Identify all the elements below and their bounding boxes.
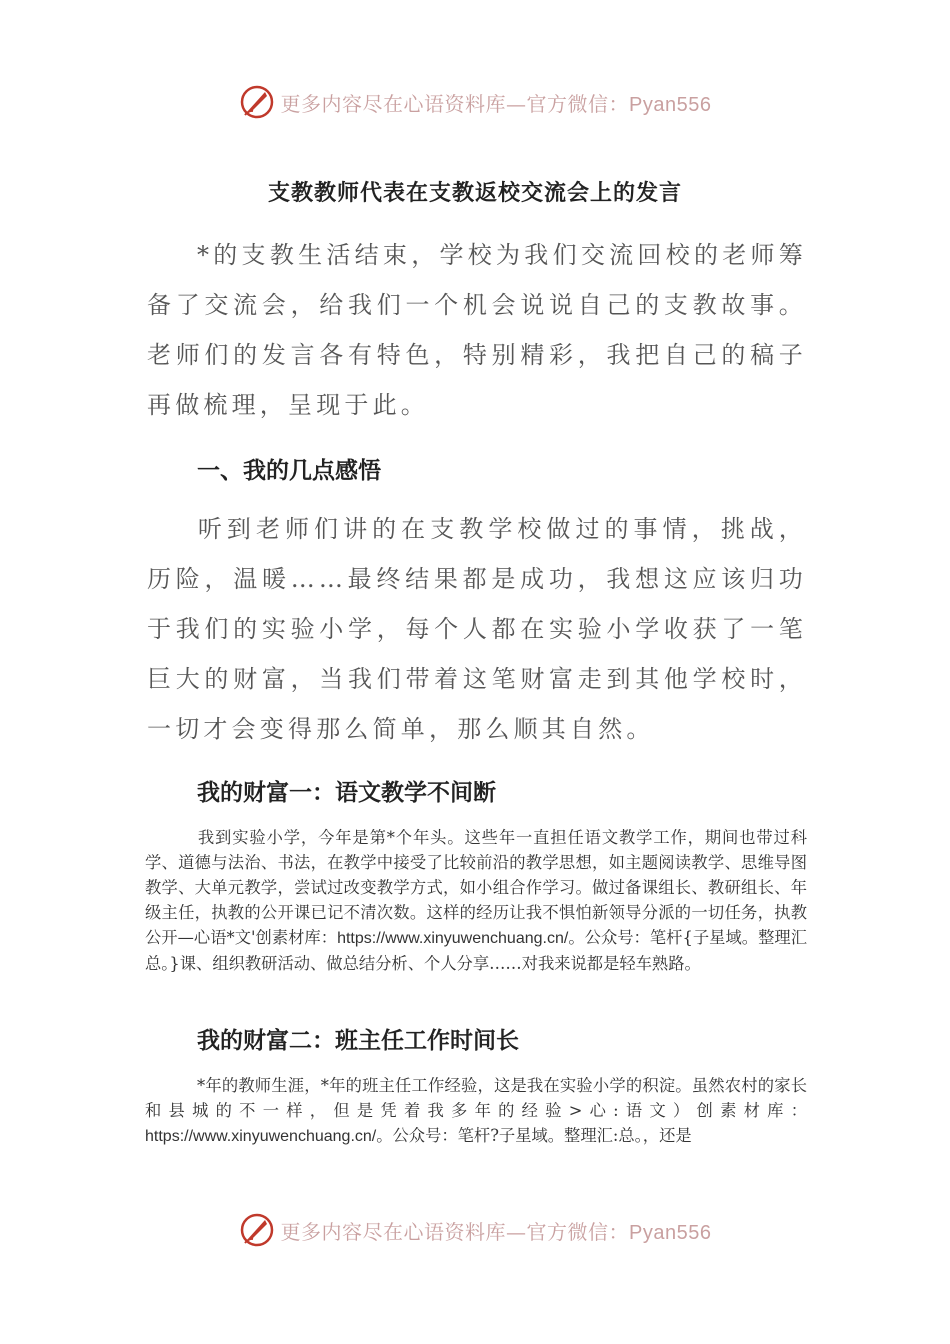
banner-text: 更多内容尽在心语资料库—官方微信：Pyan556 xyxy=(280,1219,712,1244)
source-link: https://www.xinyuwenchuang.cn/ xyxy=(337,930,569,947)
page-title: 支教教师代表在支教返校交流会上的发言 xyxy=(267,180,682,206)
quill-logo-icon xyxy=(239,84,275,120)
quill-logo-icon xyxy=(239,1212,275,1248)
footer-banner xyxy=(0,1210,950,1250)
wealth-2-heading: 我的财富二：班主任工作时间长 xyxy=(197,1027,519,1054)
wealth-1-heading: 我的财富一：语文教学不间断 xyxy=(197,779,496,806)
banner-text: 更多内容尽在心语资料库—官方微信：Pyan556 xyxy=(280,91,712,116)
wealth-1-paragraph: 我到实验小学，今年是第*个年头。这些年一直担任语文教学工作，期间也带过科学、道德与法治、书法，在教学中接受了比较前沿的教学思想，如主题阅读教学、思维导图教学、大单元教学，尝试过改变教学方式，如小组合作学习。做过备课组长、教研组长、年级主任，执教的公开课已记不清次数。这样的经历让我不惧怕新领导分派的一切任务，执教公开—心语*文'创素材库：https://www.xinyuwenchuang.cn/。公众号：笔杆{子星域。整理汇总。}课、组织教研活动、做总结分析、个人分享……对我来说都是轻车熟路。 xyxy=(145,828,807,973)
section-heading-1: 一、我的几点感悟 xyxy=(197,457,381,484)
intro-paragraph: *的支教生活结束，学校为我们交流回校的老师筹备了交流会，给我们一个机会说说自己的支教故事。老师们的发言各有特色，特别精彩，我把自己的稿子再做梳理，呈现于此。 xyxy=(147,241,807,419)
header-banner xyxy=(0,82,950,122)
section-1-paragraph: 听到老师们讲的在支教学校做过的事情，挑战，历险，温暖……最终结果都是成功，我想这应该归功于我们的实验小学，每个人都在实验小学收获了一笔巨大的财富，当我们带着这笔财富走到其他学校时，一切才会变得那么简单，那么顺其自然。 xyxy=(147,515,807,743)
wealth-2-paragraph: *年的教师生涯，*年的班主任工作经验，这是我在实验小学的积淀。虽然农村的家长和县城的不一样，但是凭着我多年的经验>心:语文）创素材库：https://www.xinyuwenchuang.cn/。公众号：笔杆?子星域。整理汇:总。，还是 xyxy=(145,1076,807,1145)
source-link: https://www.xinyuwenchuang.cn/ xyxy=(145,1128,377,1145)
